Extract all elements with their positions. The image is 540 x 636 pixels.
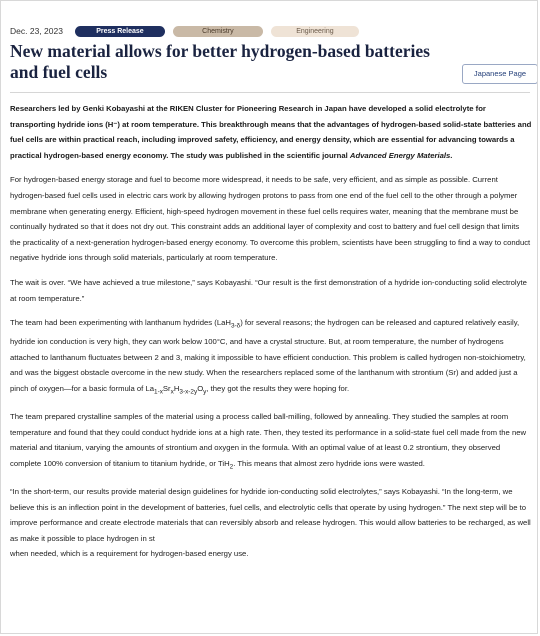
p3-text-e: O — [197, 384, 204, 394]
paragraph-4 — [10, 409, 532, 475]
tag-engineering[interactable]: Engineering — [271, 26, 359, 37]
p3-text-a: The team had been experimenting with lanthanum hydrides (LaH — [10, 318, 231, 328]
p3-text-c: Sr — [162, 384, 171, 394]
p3-sub-2: 1-x — [154, 388, 163, 396]
p4-text-b: . This means that almost zero hydride ions were wasted. — [233, 458, 425, 468]
article-title: New material allows for better hydrogen-based batteries and fuel cells — [10, 41, 430, 82]
journal-name: Advanced Energy Materials — [349, 150, 451, 160]
p3-text-d: H — [173, 384, 180, 394]
p3-text-b: ) for several reasons; the hydrogen can be released and captured relatively easily, hydride ion conduction is very high, they can work below 100°C, and have a crystal structure. But, at room temperature, the number of hydrogens attached to lanthanum fluctuates between 2 and 3, making it impossible to have efficient conduction. This problem is called hydrogen non-stoichiometry, and was the biggest obstacle overcome in the new study. When the researchers replaced some of the lanthanum with strontium (Sr) and added just a pinch of oxygen—for a basic formula of La — [10, 318, 526, 394]
paragraph-5 — [10, 484, 532, 562]
lead-text: Researchers led by Genki Kobayashi at the RIKEN Cluster for Pioneering Research in Japan have developed a solid electrolyte for transporting hydride ions (H⁻) at room temperature. This breakthrough means that the advantages of hydrogen-based solid-state batteries and fuel cells are within practical reach, including improved safety, efficiency, and energy density, which are essential for advancing towards a practical hydrogen-based energy economy. The study was published in the scientific journal — [10, 104, 532, 160]
paragraph-1: For hydrogen-based energy storage and fuel to become more widespread, it needs to be safe, very efficient, and as simple as possible. Current hydrogen-based fuel cells used in electric cars work by allowing hydrogen protons to pass from one end of the fuel cell to the other through a polymer membrane when generating energy. Efficient, high-speed hydrogen movement in these fuel cells requires water, meaning that the membrane must be continually hydrated so that it does not dry out. This constraint adds an additional layer of complexity and cost to battery and fuel cell design that limits the practicality of a next-generation hydrogen-based energy economy. To overcome this problem, scientists have been struggling to find a way to conduct negative hydride ions through solid materials, particularly at room temperature. — [10, 175, 531, 263]
p4-sub: 2 — [229, 463, 234, 471]
p5-tail: when needed, which is a requirement for hydrogen-based energy use. — [10, 549, 249, 559]
p3-sub-1: 3-δ — [230, 322, 241, 330]
paragraph-2: The wait is over. “We have achieved a true milestone,” says Kobayashi. “Our result is the first demonstration of a hydride ion-conducting solid electrolyte at room temperature.” — [10, 277, 527, 303]
tag-chemistry[interactable]: Chemistry — [173, 26, 263, 37]
paragraph-3 — [10, 315, 532, 400]
lead-paragraph — [10, 101, 532, 163]
p3-text-f: , they got the results they were hoping for. — [206, 384, 350, 394]
article-body — [10, 101, 532, 571]
p4-text-a: The team prepared crystalline samples of the material using a process called ball-milling, followed by annealing. They studied the samples at room temperature and found that they could conduct hydride ions at a high rate. Then, they tested its performance in a solid-state fuel cell made from the new material and titanium, varying the amounts of strontium and oxygen in the formula. With an optimal value of at least 0.2 strontium, they observed complete 100% conversion of titanium to titanium hydride, or TiH — [10, 412, 527, 468]
p3-sub-4: 3-x-2y — [179, 388, 198, 396]
p3-sub-3: x — [170, 388, 174, 396]
article-meta — [10, 25, 359, 37]
publish-date: Dec. 23, 2023 — [10, 26, 63, 36]
p3-sub-5: y — [203, 388, 207, 396]
title-divider — [10, 92, 530, 93]
lead-end: . — [450, 150, 453, 160]
bottom-fade — [1, 627, 538, 634]
japanese-page-button[interactable]: Japanese Page — [462, 64, 538, 84]
p5-text: “In the short-term, our results provide material design guidelines for hydride ion-conducting solid electrolytes,” says Kobayashi. “In the long-term, we believe this is an inflection point in the development of batteries, fuel cells, and electrolytic cells that operate by using hydrogen.” The next step will be to improve performance and create electrode materials that can reversibly absorb and release hydrogen. This would allow batteries to be recharged, as well as make it possible to place hydrogen in st — [10, 487, 531, 543]
tag-press-release[interactable]: Press Release — [75, 26, 165, 37]
